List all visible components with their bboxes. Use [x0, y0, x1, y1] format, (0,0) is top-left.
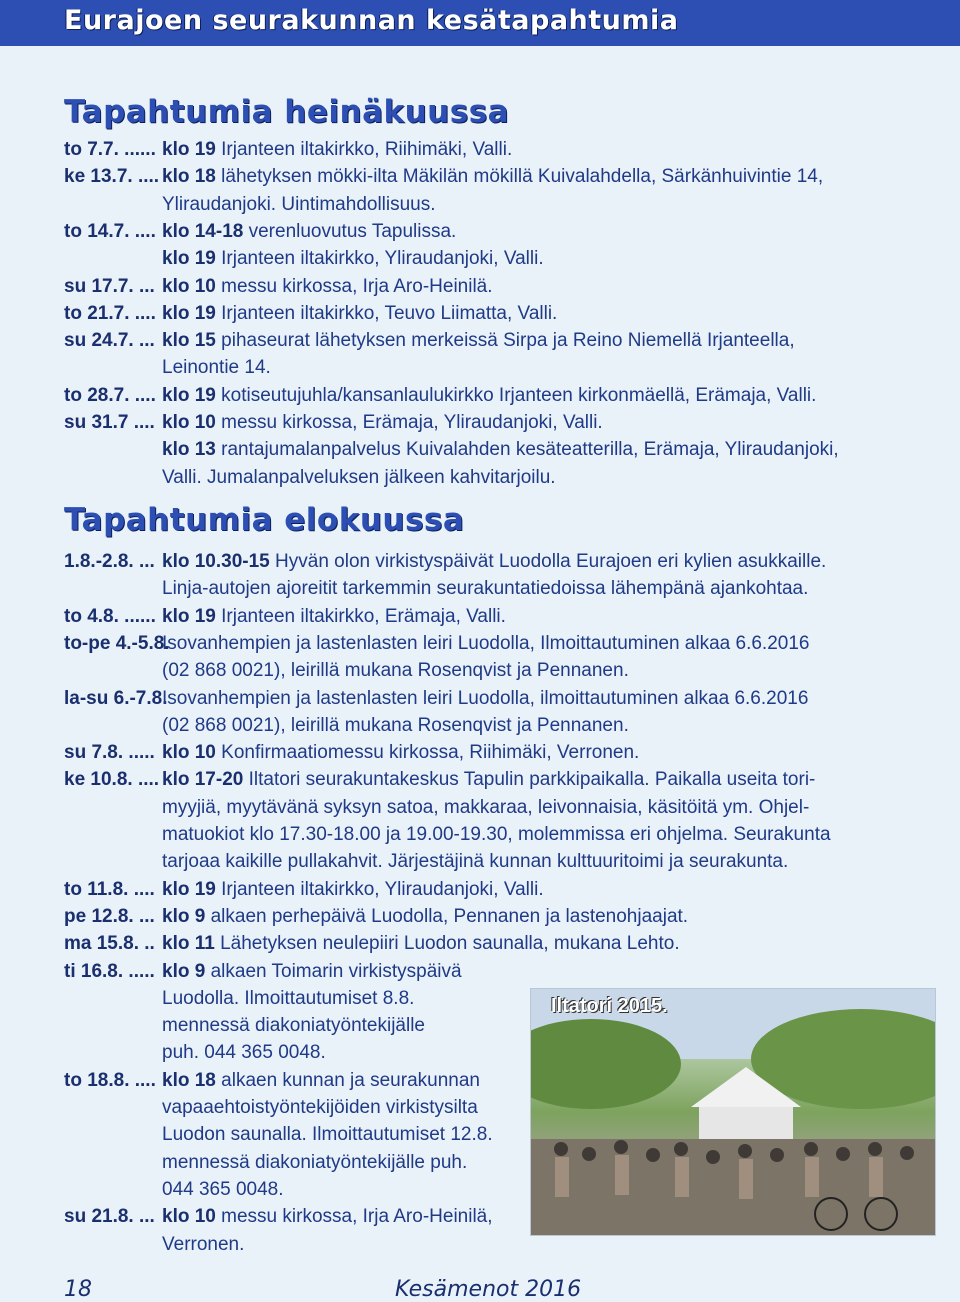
event-details: mennessä diakoniatyöntekijälle: [162, 1015, 425, 1037]
event-details: Luodolla. Ilmoittautumiset 8.8.: [162, 987, 415, 1009]
event-details: Irjanteen iltakirkko, Yliraudanjoki, Valli.: [215, 878, 544, 900]
event-time: klo 11: [162, 933, 215, 955]
event-details: Lähetyksen neulepiiri Luodon saunalla, mukana Lehto.: [214, 933, 680, 955]
event-details: Iltatori seurakuntakeskus Tapulin parkkipaikalla. Paikalla useita tori-: [243, 769, 816, 791]
event-time: klo 19: [162, 878, 216, 900]
event-date: ma 15.8. ..: [64, 933, 155, 955]
event-description: [162, 1121, 493, 1148]
event-description: [162, 1094, 478, 1121]
event-time: klo 19: [162, 139, 216, 160]
event-details: lähetyksen mökki-ilta Mäkilän mökillä Kuivalahdella, Särkänhuivintie 14,: [215, 166, 824, 188]
event-details: Irjanteen iltakirkko, Erämaja, Valli.: [215, 605, 506, 627]
event-description: [162, 630, 809, 657]
event-date: to 21.7. ....: [64, 302, 156, 324]
event-description: [162, 218, 456, 245]
event-date: la-su 6.-7.8.: [64, 687, 168, 709]
event-date: to 14.7. ....: [64, 220, 156, 242]
event-details: puh. 044 365 0048.: [162, 1042, 326, 1064]
event-details: 044 365 0048.: [162, 1178, 284, 1200]
event-description: [162, 436, 839, 463]
event-date: su 31.7 ....: [64, 412, 155, 433]
page-number: 18: [64, 1277, 92, 1302]
event-description: [162, 848, 788, 875]
event-date: to 11.8. ....: [64, 878, 155, 900]
event-description: [162, 1231, 244, 1258]
event-details: Isovanhempien ja lastenlasten leiri Luodolla, ilmoittautuminen alkaa 6.6.2016: [162, 687, 809, 709]
event-time: klo 10: [162, 412, 216, 433]
event-description: [162, 958, 462, 985]
event-description: [162, 136, 512, 163]
event-date: su 24.7. ...: [64, 330, 155, 352]
event-time: klo 9: [162, 905, 206, 927]
event-date: to 7.7. ......: [64, 139, 156, 160]
event-description: [162, 821, 831, 848]
event-details: messu kirkossa, Irja Aro-Heinilä,: [215, 1206, 493, 1228]
event-details: kotiseutujuhla/kansanlaulukirkko Irjanteen kirkonmäellä, Erämaja, Valli.: [215, 384, 817, 406]
event-details: alkaen kunnan ja seurakunnan: [215, 1069, 480, 1091]
event-details: (02 868 0021), leirillä mukana Rosenqvist ja Pennanen.: [162, 660, 629, 682]
event-details: pihaseurat lähetyksen merkeissä Sirpa ja Reino Niemellä Irjanteella,: [215, 330, 795, 352]
event-date: pe 12.8. ...: [64, 905, 155, 927]
event-date: ke 13.7. ....: [64, 166, 160, 188]
event-details: Yliraudanjoki. Uintimahdollisuus.: [162, 193, 436, 215]
event-description: [162, 1067, 480, 1094]
event-description: [162, 712, 629, 739]
event-time: klo 19: [162, 302, 216, 324]
event-description: [162, 876, 544, 903]
event-date: su 7.8. .....: [64, 742, 155, 764]
event-description: [162, 657, 629, 684]
event-description: [162, 273, 493, 300]
event-description: [162, 1039, 326, 1066]
event-time: klo 15: [162, 330, 216, 352]
event-description: [162, 163, 823, 190]
event-date: to 4.8. ......: [64, 605, 156, 627]
event-description: [162, 794, 809, 821]
july-section-title: Tapahtumia heinäkuussa: [64, 94, 510, 130]
event-time: klo 10: [162, 1206, 216, 1228]
event-description: [162, 464, 556, 491]
event-details: (02 868 0021), leirillä mukana Rosenqvist ja Pennanen.: [162, 714, 629, 736]
event-details: alkaen perhepäivä Luodolla, Pennanen ja lastenohjaajat.: [205, 905, 689, 927]
publication-name: Kesämenot 2016: [395, 1277, 582, 1302]
event-description: [162, 766, 815, 793]
event-description: [162, 382, 816, 409]
event-description: [162, 930, 680, 957]
event-description: [162, 409, 603, 436]
event-description: [162, 327, 795, 354]
event-description: [162, 300, 557, 327]
photo-caption: Iltatori 2015.: [551, 995, 668, 1017]
event-details: Konfirmaatiomessu kirkossa, Riihimäki, Verronen.: [215, 742, 640, 764]
event-description: [162, 603, 506, 630]
event-time: klo 19: [162, 384, 216, 406]
event-description: [162, 354, 271, 381]
event-details: matuokiot klo 17.30-18.00 ja 19.00-19.30, molemmissa eri ohjelma. Seurakunta: [162, 824, 831, 845]
event-details: Irjanteen iltakirkko, Yliraudanjoki, Valli.: [215, 248, 544, 270]
event-date: to-pe 4.-5.8.: [64, 632, 170, 654]
event-description: [162, 1149, 467, 1176]
event-photo: [530, 988, 936, 1236]
event-details: myyjiä, myytävänä syksyn satoa, makkaraa, leivonnaisia, käsitöitä ym. Ohjel-: [162, 796, 810, 818]
event-time: klo 19: [162, 605, 216, 627]
event-time: klo 10: [162, 275, 216, 297]
event-details: verenluovutus Tapulissa.: [243, 220, 457, 242]
event-details: Leinontie 14.: [162, 357, 271, 379]
event-details: rantajumalanpalvelus Kuivalahden kesäteatterilla, Erämaja, Yliraudanjoki,: [215, 439, 839, 461]
event-details: Luodon saunalla. Ilmoittautumiset 12.8.: [162, 1124, 493, 1146]
event-time: klo 18: [162, 166, 216, 188]
event-time: klo 13: [162, 439, 216, 461]
event-time: klo 10.30-15: [162, 551, 270, 572]
event-details: alkaen Toimarin virkistyspäivä: [205, 960, 462, 982]
event-details: tarjoaa kaikille pullakahvit. Järjestäjinä kunnan kulttuuritoimi ja seurakunta.: [162, 851, 789, 873]
event-description: [162, 903, 688, 930]
event-date: su 17.7. ...: [64, 275, 155, 297]
event-details: Isovanhempien ja lastenlasten leiri Luodolla, Ilmoittautuminen alkaa 6.6.2016: [162, 632, 810, 654]
event-details: mennessä diakoniatyöntekijälle puh.: [162, 1151, 468, 1173]
event-time: klo 14-18: [162, 220, 244, 242]
event-description: [162, 1176, 284, 1203]
event-time: klo 10: [162, 742, 216, 764]
event-details: Hyvän olon virkistyspäivät Luodolla Eurajoen eri kylien asukkaille.: [269, 551, 827, 572]
event-date: to 28.7. ....: [64, 384, 156, 406]
event-date: ke 10.8. ....: [64, 769, 160, 791]
event-details: Linja-autojen ajoreitit tarkemmin seurakuntatiedoissa lähempänä ajankohtaa.: [162, 578, 809, 600]
event-details: Valli. Jumalanpalveluksen jälkeen kahvitarjoilu.: [162, 466, 556, 488]
page-header-title: Eurajoen seurakunnan kesätapahtumia: [64, 5, 679, 36]
event-description: [162, 1203, 493, 1230]
event-date: su 21.8. ...: [64, 1206, 155, 1228]
event-description: [162, 548, 826, 575]
event-description: [162, 739, 639, 766]
event-details: messu kirkossa, Irja Aro-Heinilä.: [215, 275, 493, 297]
event-details: Irjanteen iltakirkko, Riihimäki, Valli.: [215, 139, 513, 160]
header-bar: [0, 0, 960, 46]
event-description: [162, 191, 436, 218]
event-time: klo 17-20: [162, 769, 244, 791]
event-description: [162, 245, 544, 272]
event-description: [162, 685, 808, 712]
crowd-photo-illustration: [531, 989, 935, 1235]
event-details: messu kirkossa, Erämaja, Yliraudanjoki, Valli.: [215, 412, 603, 433]
event-date: to 18.8. ....: [64, 1069, 156, 1091]
event-date: ti 16.8. .....: [64, 960, 155, 982]
event-date: 1.8.-2.8. ...: [64, 551, 155, 572]
event-description: [162, 575, 808, 602]
event-description: [162, 985, 414, 1012]
august-section-title: Tapahtumia elokuussa: [64, 502, 465, 538]
event-time: klo 18: [162, 1069, 216, 1091]
event-details: Verronen.: [162, 1233, 245, 1255]
event-description: [162, 1012, 425, 1039]
event-time: klo 9: [162, 960, 206, 982]
event-details: vapaaehtoistyöntekijöiden virkistysilta: [162, 1097, 478, 1118]
event-details: Irjanteen iltakirkko, Teuvo Liimatta, Valli.: [215, 302, 558, 324]
event-time: klo 19: [162, 248, 216, 270]
